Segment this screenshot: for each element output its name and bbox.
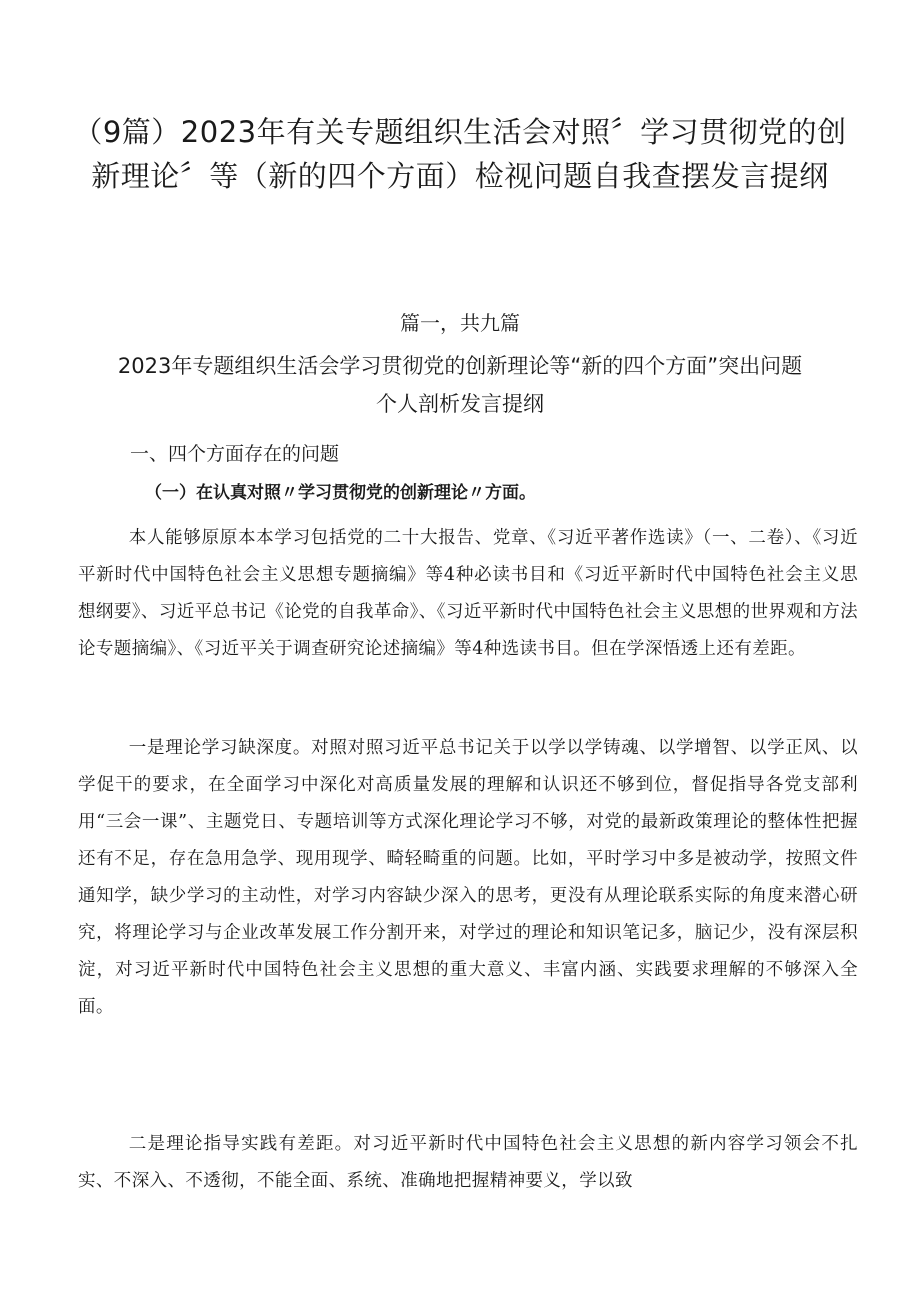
subsection-heading: （一）在认真对照〃学习贯彻党的创新理论〃方面。 <box>145 483 536 503</box>
body-paragraph: 二是理论指导实践有差距。对习近平新时代中国特色社会主义思想的新内容学习领会不扎实、不深入、不透彻，不能全面、系统、准确地把握精神要义，学以致 <box>78 1134 858 1191</box>
body-paragraph: 一是理论学习缺深度。对照对照习近平总书记关于以学以学铸魂、以学增智、以学正风、以学促干的要求，在全面学习中深化对高质量发展的理解和认识还不够到位，督促指导各党支部利用“三会一课”、主题党日、专题培训等方式深化理论学习不够，对党的最新政策理论的整体性把握还有不足，存在急用急学、现用现学、畸轻畸重的问题。比如，平时学习中多是被动学，按照文件通知学，缺少学习的主动性，对学习内容缺少深入的思考，更没有从理论联系实际的角度来潜心研究，将理论学习与企业改革发展工作分割开来，对学过的理论和知识笔记多，脑记少，没有深层积淀，对习近平新时代中国特色社会主义思想的重大意义、丰富内涵、实践要求理解的不够深入全面。 <box>78 738 858 1017</box>
body-paragraph: 本人能够原原本本学习包括党的二十大报告、党章、《习近平著作选读》（一、二卷）、《习近平新时代中国特色社会主义思想专题摘编》等4种必读书目和《习近平新时代中国特色社会主义思想纲要》、习近平总书记《论党的自我革命》、《习近平新时代中国特色社会主义思想的世界观和方法论专题摘编》、《习近平关于调查研究论述摘编》等4种选读书目。但在学深悟透上还有差距。 <box>78 528 858 659</box>
section-heading: 一、四个方面存在的问题 <box>130 443 340 465</box>
article-title: 2023年专题组织生活会学习贯彻党的创新理论等“新的四个方面”突出问题个人剖析发言提纲 <box>117 354 803 416</box>
document-main-title: （9篇）2023年有关专题组织生活会对照〞学习贯彻党的创新理论〞等（新的四个方面）检视问题自我查摆发言提纲 <box>73 115 847 193</box>
article-index: 篇一，共九篇 <box>400 311 520 335</box>
